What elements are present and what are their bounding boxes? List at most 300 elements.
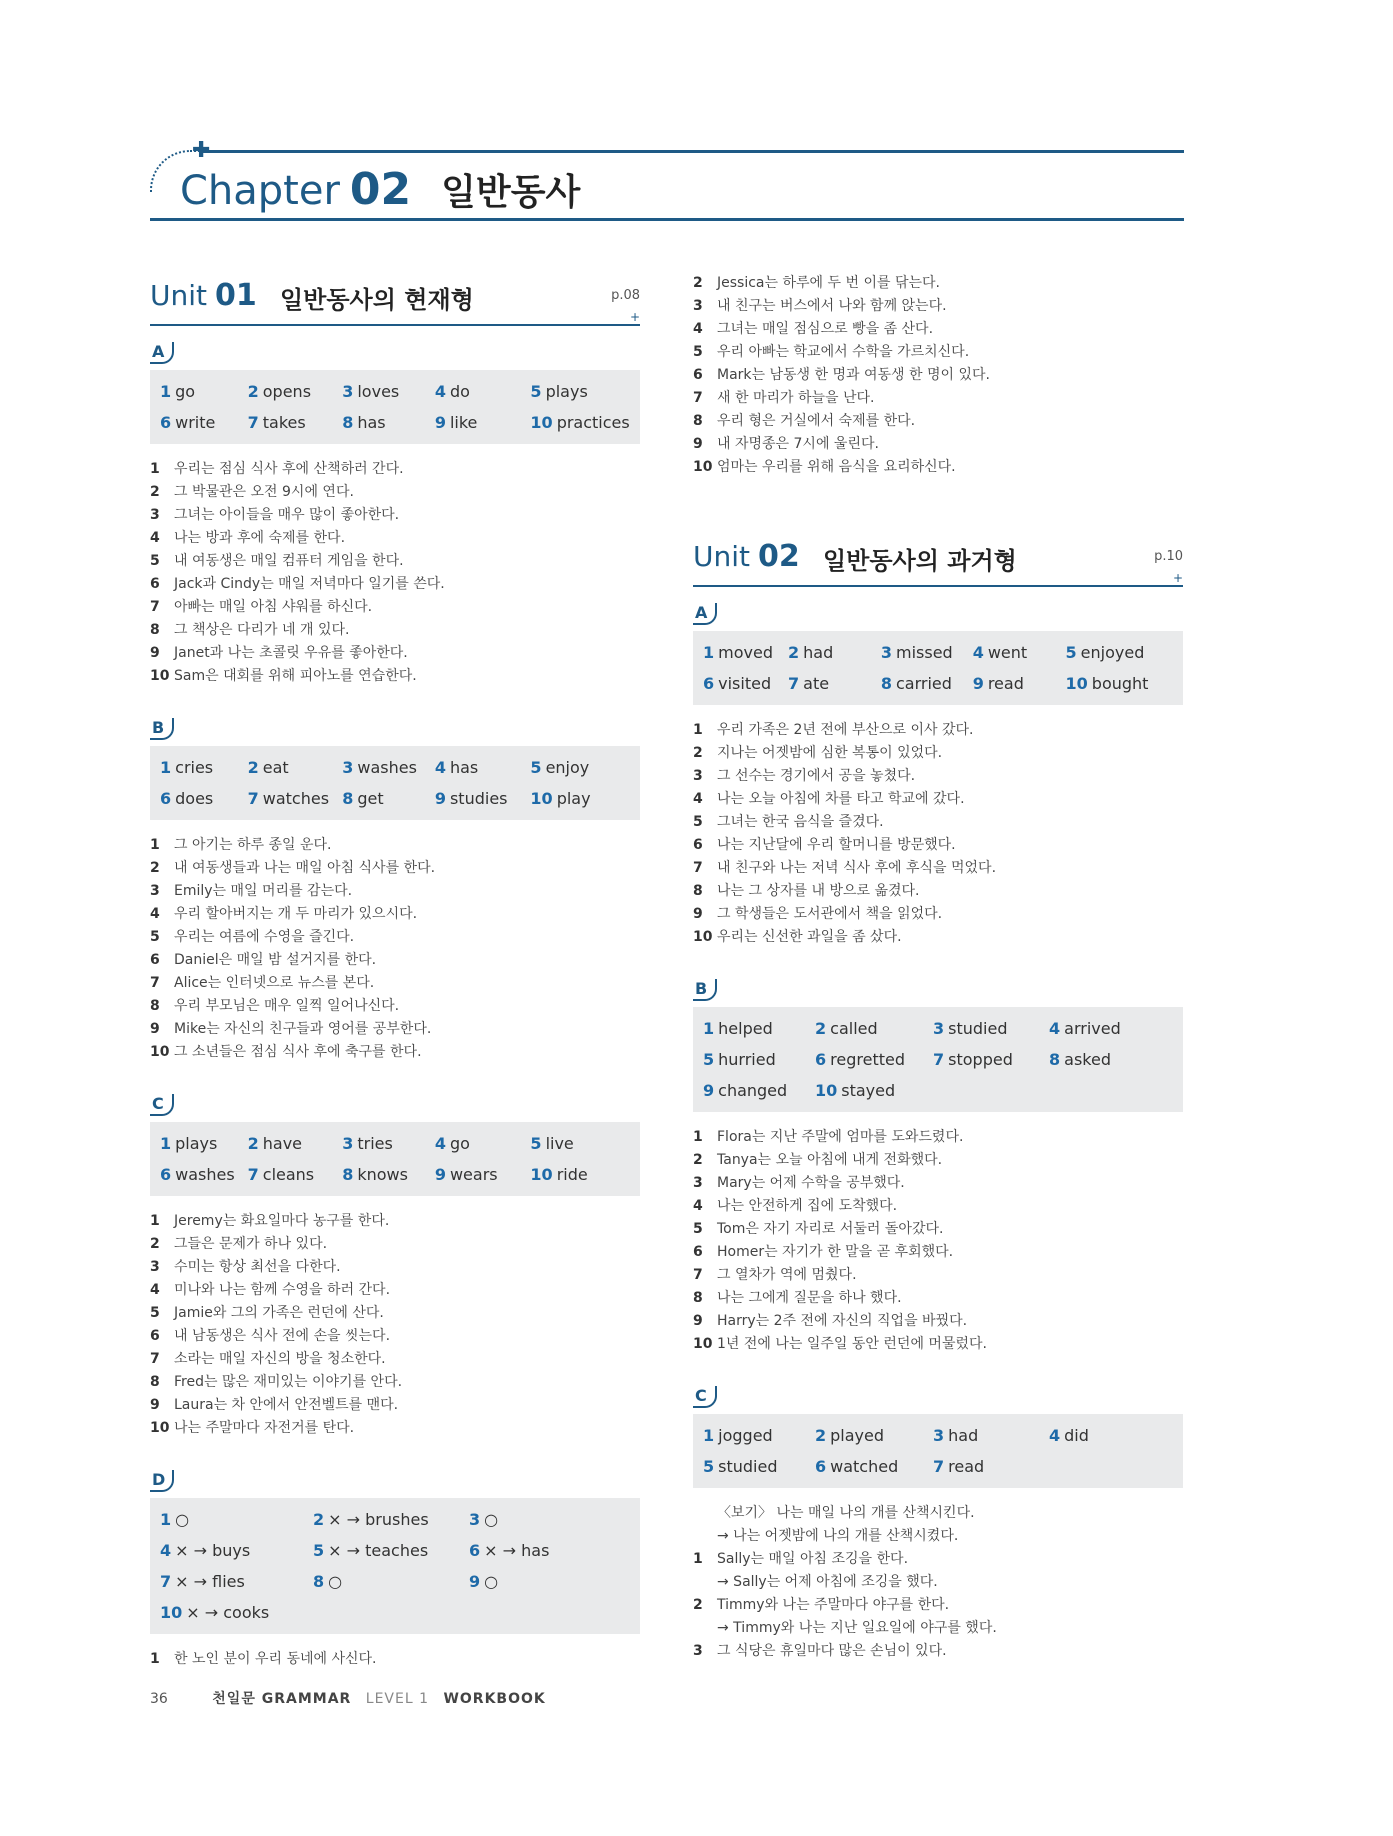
item-text: Sally는 매일 아침 조깅을 한다. [717, 1551, 909, 1567]
item-text: Alice는 인터넷으로 뉴스를 본다. [174, 975, 375, 991]
answer-cell [530, 382, 630, 401]
item-text: 그 식당은 휴일마다 많은 손님이 있다. [717, 1643, 947, 1659]
list-item [693, 1195, 1183, 1218]
item-number: 1 [150, 1213, 160, 1229]
list-item [693, 410, 1183, 433]
list-item [693, 1149, 1183, 1172]
list-item [693, 1502, 1183, 1525]
answer-row [160, 1128, 630, 1159]
answer-cell [933, 1457, 1049, 1476]
answer-cell [933, 1050, 1049, 1069]
item-number: 9 [693, 906, 703, 922]
list-item [693, 1525, 1183, 1548]
answer-word: studies [449, 789, 508, 808]
answer-word: ate [803, 674, 830, 693]
answer-number: 5 [703, 1457, 715, 1476]
answer-word: stayed [841, 1081, 896, 1100]
answer-number: 1 [160, 1510, 172, 1529]
item-number: 8 [693, 413, 703, 429]
answer-word: studied [718, 1457, 778, 1476]
answer-row [160, 1535, 630, 1566]
answer-number: 2 [247, 758, 259, 777]
item-text: 지나는 어젯밤에 심한 복통이 있었다. [717, 745, 943, 761]
answer-number: 6 [815, 1457, 827, 1476]
item-number: 1 [693, 722, 703, 738]
item-number: 5 [693, 814, 703, 830]
list-item [693, 295, 1183, 318]
item-text: Laura는 차 안에서 안전벨트를 맨다. [174, 1397, 399, 1413]
answer-number: 6 [469, 1541, 481, 1560]
answer-number: 7 [247, 789, 259, 808]
plus-icon: + [1172, 571, 1183, 585]
item-text: → Timmy와 나는 지난 일요일에 야구를 했다. [717, 1620, 997, 1636]
section-badge-b: B [150, 718, 174, 740]
answer-cell [160, 1510, 313, 1529]
item-text: 우리 부모님은 매우 일찍 일어나신다. [174, 998, 400, 1014]
item-text: Jeremy는 화요일마다 농구를 한다. [174, 1213, 390, 1229]
answer-word: enjoy [545, 758, 590, 777]
list-item [693, 1264, 1183, 1287]
item-number: 10 [150, 668, 170, 684]
list-item [150, 1233, 640, 1256]
answer-word: did [1064, 1426, 1089, 1445]
answer-cell [815, 1457, 933, 1476]
item-text: 그 책상은 다리가 네 개 있다. [174, 622, 350, 638]
plus-icon: + [629, 310, 640, 324]
answer-number: 10 [530, 413, 553, 432]
answer-number: 4 [434, 758, 446, 777]
answer-number: 1 [160, 1134, 172, 1153]
list-item [693, 1126, 1183, 1149]
item-text: 1년 전에 나는 일주일 동안 런던에 머물렀다. [717, 1336, 987, 1352]
list-item [693, 318, 1183, 341]
item-text: 내 친구와 나는 저녁 식사 후에 후식을 먹었다. [717, 860, 997, 876]
footer-brand: 천일문 GRAMMAR [212, 1691, 352, 1707]
unit-01-d-continued [693, 272, 1183, 479]
answer-number: 6 [160, 413, 172, 432]
answer-cell [933, 1019, 1049, 1038]
item-number: 1 [150, 837, 160, 853]
answer-cell [788, 643, 881, 662]
item-text: 그 박물관은 오전 9시에 연다. [174, 484, 354, 500]
answer-word: watched [830, 1457, 899, 1476]
list-item [693, 1548, 1183, 1571]
answer-cell [342, 413, 435, 432]
item-number: 8 [150, 998, 160, 1014]
item-text: Timmy와 나는 주말마다 야구를 한다. [717, 1597, 950, 1613]
answer-cell [815, 1081, 933, 1100]
list-item [150, 949, 640, 972]
list-item [150, 1041, 640, 1064]
item-text: 우리 할아버지는 개 두 마리가 있으시다. [174, 906, 418, 922]
item-text: Homer는 자기가 한 말을 곧 후회했다. [717, 1244, 954, 1260]
list-item [150, 527, 640, 550]
answer-cell [160, 382, 248, 401]
item-text: Sam은 대회를 위해 피아노를 연습한다. [174, 668, 417, 684]
item-number: 10 [693, 929, 713, 945]
answer-word: has [357, 413, 386, 432]
list-item [693, 433, 1183, 456]
item-text: 내 남동생은 식사 전에 손을 씻는다. [174, 1328, 391, 1344]
answer-number: 6 [815, 1050, 827, 1069]
unit-title: 일반동사의 과거형 [823, 547, 1017, 575]
answer-number: 3 [342, 758, 354, 777]
answer-cell [530, 1165, 630, 1184]
answer-cell [1066, 674, 1173, 693]
answer-word: visited [718, 674, 772, 693]
answer-cell [469, 1572, 599, 1591]
answer-number: 3 [880, 643, 892, 662]
item-text: Mark는 남동생 한 명과 여동생 한 명이 있다. [717, 367, 990, 383]
list-item [150, 1279, 640, 1302]
answer-word: ○ [328, 1572, 343, 1591]
item-number: 6 [693, 837, 703, 853]
answer-number: 7 [788, 674, 800, 693]
answer-number: 1 [703, 643, 715, 662]
page-number: 36 [150, 1691, 168, 1707]
list-item [693, 742, 1183, 765]
answer-number: 10 [530, 1165, 553, 1184]
item-number: 1 [150, 1651, 160, 1667]
answer-number: 9 [972, 674, 984, 693]
list-item [150, 1394, 640, 1417]
answer-cell [1049, 1019, 1159, 1038]
item-text: 미나와 나는 함께 수영을 하러 간다. [174, 1282, 391, 1298]
answer-word: changed [718, 1081, 788, 1100]
answer-word: jogged [718, 1426, 773, 1445]
answer-number: 8 [880, 674, 892, 693]
item-text: 아빠는 매일 아침 샤워를 하신다. [174, 599, 373, 615]
answer-number: 7 [160, 1572, 172, 1591]
answer-box [693, 1007, 1183, 1112]
list-item [150, 1302, 640, 1325]
item-number: 7 [150, 599, 160, 615]
list-item [693, 1172, 1183, 1195]
answer-cell [815, 1050, 933, 1069]
item-number: 3 [150, 1259, 160, 1275]
chapter-label: Chapter [180, 168, 340, 214]
list-item [693, 341, 1183, 364]
item-number: 7 [150, 975, 160, 991]
answer-cell [342, 789, 435, 808]
item-number: 3 [150, 507, 160, 523]
item-text: 우리 가족은 2년 전에 부산으로 이사 갔다. [717, 722, 974, 738]
answer-row [703, 1013, 1173, 1044]
list-item [150, 504, 640, 527]
answer-number: 5 [313, 1541, 325, 1560]
answer-cell [342, 758, 435, 777]
answer-word: had [803, 643, 834, 662]
answer-cell [703, 1457, 815, 1476]
item-number: 6 [693, 367, 703, 383]
list-item [693, 456, 1183, 479]
item-number: 8 [150, 622, 160, 638]
item-text: 그 열차가 역에 멈췄다. [717, 1267, 857, 1283]
answer-box [150, 370, 640, 444]
item-text: 엄마는 우리를 위해 음식을 요리하신다. [717, 459, 956, 475]
answer-cell [248, 789, 343, 808]
list-item [693, 811, 1183, 834]
item-number: 4 [150, 530, 160, 546]
answer-cell [973, 643, 1066, 662]
answer-row [703, 1044, 1173, 1075]
list-item [150, 596, 640, 619]
answer-word: cleans [262, 1165, 315, 1184]
item-text: Jamie와 그의 가족은 런던에 산다. [174, 1305, 384, 1321]
unit-02-header [693, 529, 1183, 587]
item-number: 5 [150, 1305, 160, 1321]
answer-number: 4 [434, 382, 446, 401]
list-item [150, 1325, 640, 1348]
item-text: Tom은 자기 자리로 서둘러 돌아갔다. [717, 1221, 944, 1237]
answer-number: 9 [434, 1165, 446, 1184]
list-item [150, 1210, 640, 1233]
answer-cell [933, 1426, 1049, 1445]
item-number: 9 [693, 1313, 703, 1329]
list-item [693, 1333, 1183, 1356]
list-item [150, 1256, 640, 1279]
answer-cell [248, 1134, 343, 1153]
chapter-header [150, 140, 1184, 220]
unit-01-header [150, 268, 640, 326]
answer-word: ride [556, 1165, 588, 1184]
item-number: 2 [693, 745, 703, 761]
answer-number: 7 [933, 1050, 945, 1069]
answer-word: ○ [484, 1572, 499, 1591]
answer-word: wears [449, 1165, 498, 1184]
answer-cell [881, 643, 973, 662]
list-item [693, 387, 1183, 410]
answer-word: plays [545, 382, 588, 401]
list-item [693, 1310, 1183, 1333]
answer-row [160, 783, 630, 814]
item-number: 4 [693, 791, 703, 807]
unit-page-ref: p.08 [611, 288, 640, 303]
answer-cell [435, 413, 531, 432]
answer-word: moved [718, 643, 773, 662]
sentence-list [150, 834, 640, 1064]
answer-cell [248, 413, 343, 432]
answer-word: ○ [484, 1510, 499, 1529]
answer-cell [815, 1426, 933, 1445]
answer-number: 4 [972, 643, 984, 662]
answer-cell [342, 1165, 435, 1184]
answer-word: like [449, 413, 478, 432]
item-text: 나는 방과 후에 숙제를 한다. [174, 530, 346, 546]
list-item [693, 364, 1183, 387]
answer-cell [973, 674, 1066, 693]
list-item [693, 903, 1183, 926]
answer-cell [530, 758, 630, 777]
list-item [150, 857, 640, 880]
answer-word: read [948, 1457, 985, 1476]
list-item [693, 719, 1183, 742]
answer-number: 4 [434, 1134, 446, 1153]
answer-cell [703, 1050, 815, 1069]
answer-word: called [830, 1019, 878, 1038]
answer-word: takes [262, 413, 306, 432]
list-item [693, 1617, 1183, 1640]
item-number: 2 [150, 1236, 160, 1252]
answer-cell [342, 1134, 435, 1153]
item-number [693, 1502, 717, 1525]
item-text: 소라는 매일 자신의 방을 청소한다. [174, 1351, 386, 1367]
answer-number: 5 [530, 382, 542, 401]
list-item [693, 926, 1183, 949]
section-badge-d: D [150, 1470, 174, 1492]
answer-cell [313, 1572, 469, 1591]
answer-word: watches [262, 789, 330, 808]
list-item [693, 272, 1183, 295]
answer-word: has [449, 758, 479, 777]
item-number: 9 [150, 1021, 160, 1037]
list-item [150, 995, 640, 1018]
answer-cell [815, 1019, 933, 1038]
answer-word: write [175, 413, 216, 432]
list-item [150, 926, 640, 949]
answer-number: 4 [1049, 1426, 1061, 1445]
section-badge-a: A [150, 342, 174, 364]
answer-word: × → brushes [328, 1510, 429, 1529]
unit-title: 일반동사의 현재형 [280, 286, 474, 314]
answer-cell [1066, 643, 1173, 662]
section-badge-a: A [693, 603, 717, 625]
item-text: 나는 그 상자를 내 방으로 옮겼다. [717, 883, 920, 899]
answer-number: 9 [434, 789, 446, 808]
answer-row [160, 376, 630, 407]
answer-number: 2 [247, 1134, 259, 1153]
answer-word: played [830, 1426, 885, 1445]
answer-number: 8 [342, 413, 354, 432]
answer-cell [469, 1510, 599, 1529]
list-item [693, 788, 1183, 811]
item-number: 8 [693, 883, 703, 899]
list-item [693, 880, 1183, 903]
list-item [693, 765, 1183, 788]
answer-number: 8 [342, 789, 354, 808]
sentence-list [150, 1648, 640, 1671]
item-number: 7 [693, 1267, 703, 1283]
list-item [150, 1648, 640, 1671]
answer-number: 8 [313, 1572, 325, 1591]
answer-row [703, 637, 1173, 668]
answer-word: enjoyed [1080, 643, 1145, 662]
item-text: Mike는 자신의 친구들과 영어를 공부한다. [174, 1021, 432, 1037]
item-number: 2 [693, 1152, 703, 1168]
answer-cell [435, 1134, 531, 1153]
answer-number: 6 [703, 674, 715, 693]
item-number: 7 [693, 860, 703, 876]
answer-cell [160, 789, 248, 808]
item-number: 1 [693, 1129, 703, 1145]
item-number: 7 [150, 1351, 160, 1367]
answer-word: bought [1091, 674, 1149, 693]
item-number: 2 [150, 860, 160, 876]
answer-number: 9 [434, 413, 446, 432]
answer-word: had [948, 1426, 979, 1445]
section-badge-b: B [693, 979, 717, 1001]
answer-word: plays [175, 1134, 218, 1153]
answer-word: studied [948, 1019, 1008, 1038]
item-text: 그 아기는 하루 종일 운다. [174, 837, 332, 853]
item-text: 그 학생들은 도서관에서 책을 읽었다. [717, 906, 943, 922]
item-number: 7 [693, 390, 703, 406]
item-number: 5 [150, 553, 160, 569]
item-text: 우리는 점심 식사 후에 산책하러 간다. [174, 461, 404, 477]
answer-word: knows [357, 1165, 408, 1184]
item-number: 6 [150, 576, 160, 592]
item-number: 6 [693, 1244, 703, 1260]
item-text: 내 여동생은 매일 컴퓨터 게임을 한다. [174, 553, 404, 569]
answer-number: 7 [933, 1457, 945, 1476]
item-text: Mary는 어제 수학을 공부했다. [717, 1175, 905, 1191]
answer-number: 1 [703, 1426, 715, 1445]
answer-row [160, 1597, 630, 1628]
item-text: 그녀는 매일 점심으로 빵을 좀 산다. [717, 321, 934, 337]
unit-01-sections [150, 332, 640, 1671]
chapter-title [180, 164, 580, 215]
answer-box [150, 1122, 640, 1196]
item-text: 나는 안전하게 집에 도착했다. [717, 1198, 898, 1214]
list-item [693, 834, 1183, 857]
list-item [150, 619, 640, 642]
answer-word: cries [175, 758, 214, 777]
answer-cell [160, 1572, 313, 1591]
list-item [150, 573, 640, 596]
answer-cell [313, 1541, 469, 1560]
plus-icon: ✚ [192, 138, 211, 163]
answer-cell [530, 789, 630, 808]
sentence-list [150, 1210, 640, 1440]
item-number: 10 [150, 1044, 170, 1060]
answer-number: 4 [160, 1541, 172, 1560]
item-text: 수미는 항상 최선을 다한다. [174, 1259, 341, 1275]
item-text: 우리 형은 거실에서 숙제를 한다. [717, 413, 916, 429]
item-number: 10 [693, 459, 713, 475]
list-item [150, 550, 640, 573]
answer-cell [435, 1165, 531, 1184]
answer-number: 3 [933, 1019, 945, 1038]
answer-row [703, 1075, 1173, 1106]
answer-cell [248, 382, 343, 401]
answer-cell [703, 1081, 815, 1100]
answer-word: washes [175, 1165, 235, 1184]
item-number: 4 [150, 1282, 160, 1298]
item-text: 나는 지난달에 우리 할머니를 방문했다. [717, 837, 956, 853]
item-text: Janet과 나는 초콜릿 우유를 좋아한다. [174, 645, 408, 661]
answer-row [703, 1420, 1173, 1451]
item-text: 우리 아빠는 학교에서 수학을 가르치신다. [717, 344, 970, 360]
answer-word: opens [262, 382, 312, 401]
item-text: 그녀는 한국 음식을 즐겼다. [717, 814, 884, 830]
answer-row [160, 1566, 630, 1597]
answer-word: tries [357, 1134, 393, 1153]
answer-number: 1 [160, 758, 172, 777]
item-text: 내 친구는 버스에서 나와 함께 앉는다. [717, 298, 947, 314]
answer-row [160, 1504, 630, 1535]
list-item [693, 857, 1183, 880]
item-text: Flora는 지난 주말에 엄마를 도와드렸다. [717, 1129, 964, 1145]
unit-page-ref: p.10 [1154, 549, 1183, 564]
answer-word: × → cooks [186, 1603, 270, 1622]
answer-cell [1049, 1426, 1159, 1445]
list-item [150, 903, 640, 926]
item-number: 2 [693, 275, 703, 291]
item-number: 5 [693, 1221, 703, 1237]
item-text: → 나는 어젯밤에 나의 개를 산책시켰다. [717, 1528, 959, 1544]
answer-row [703, 1451, 1173, 1482]
answer-cell [160, 1603, 313, 1622]
